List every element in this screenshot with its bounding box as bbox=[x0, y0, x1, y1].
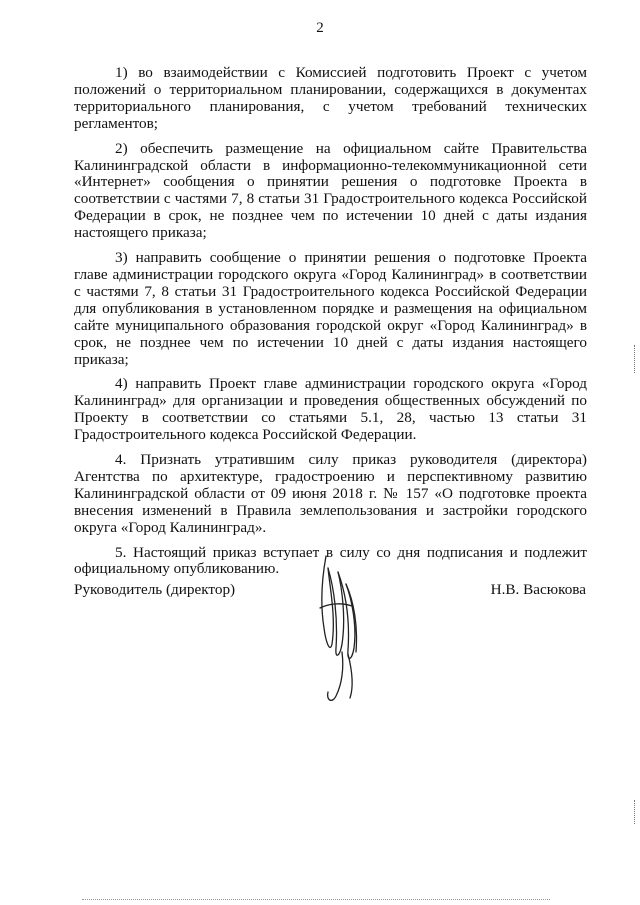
paragraph-1: 1) во взаимодействии с Комиссией подготовить Проект с учетом положений о территориальном планировании, содержащихся в документах территориального планирования, с учетом требований технических регламентов; bbox=[74, 64, 587, 132]
scan-edge-mark bbox=[633, 345, 635, 373]
page-number: 2 bbox=[316, 20, 324, 36]
handwritten-signature bbox=[312, 548, 374, 711]
scan-edge-mark bbox=[633, 800, 635, 824]
scan-bottom-artifact bbox=[82, 899, 550, 903]
signatory-name: Н.В. Васюкова bbox=[490, 581, 586, 598]
paragraph-effective: 5. Настоящий приказ вступает в силу со дня подписания и подлежит официальному опубликованию. bbox=[74, 543, 587, 578]
paragraph-4: 4) направить Проект главе администрации городского округа «Город Калининград» для организации и проведения общественных обсуждений по Проекту в соответствии со статьями 5.1, 28, частью 13 статьи 31 Градостроительного кодекса Российской Федерации. bbox=[74, 375, 587, 444]
document-body bbox=[74, 65, 587, 586]
paragraph-3: 3) направить сообщение о принятии решения о подготовке Проекта главе администрации городского округа «Город Калининград» в соответствии с частями 7, 8 статьи 31 Градостроительного кодекса Российской Федерации для опубликования в установленном порядке и размещения на официальном сайте муниципального образования городской округ «Город Калининград» в срок, не позднее чем по истечении 10 дней с даты издания настоящего приказа; bbox=[74, 249, 587, 368]
signatory-position: Руководитель (директор) bbox=[74, 581, 236, 598]
paragraph-repeal: 4. Признать утратившим силу приказ руководителя (директора) Агентства по архитектуре, градостроению и перспективному развитию Калининградской области от 09 июня 2018 г. № 157 «О подготовке проекта внесения изменений в Правила землепользования и застройки городского округа «Город Калининград». bbox=[74, 451, 587, 536]
paragraph-2: 2) обеспечить размещение на официальном сайте Правительства Калининградской области в информационно-телекоммуникационной сети «Интернет» сообщения о принятии решения о подготовке Проекта в соответствии с частями 7, 8 статьи 31 Градостроительного кодекса Российской Федерации в срок, не позднее чем по истечении 10 дней с даты издания настоящего приказа; bbox=[74, 139, 587, 242]
